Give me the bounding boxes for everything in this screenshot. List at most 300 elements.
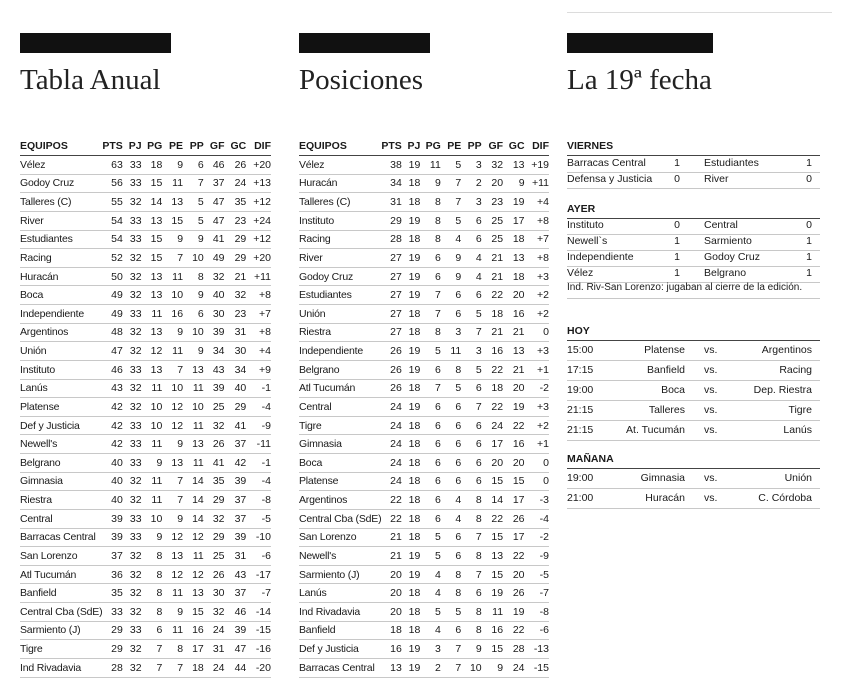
- stat-cell: 14: [482, 491, 503, 510]
- stat-cell: 35: [204, 472, 225, 491]
- stat-cell: 22: [503, 416, 524, 435]
- stat-cell: 10: [142, 509, 163, 528]
- stat-cell: 7: [441, 640, 461, 659]
- stat-cell: 8: [461, 509, 481, 528]
- stat-cell: 22: [482, 286, 503, 305]
- versus: vs.: [704, 384, 718, 396]
- stat-cell: -5: [525, 565, 549, 584]
- stat-cell: 12: [162, 416, 183, 435]
- stat-cell: 11: [142, 491, 163, 510]
- stat-cell: 21: [503, 323, 524, 342]
- stat-cell: 52: [102, 249, 122, 268]
- table-row: [299, 286, 549, 305]
- stat-cell: 7: [142, 658, 163, 677]
- stat-cell: 11: [441, 342, 461, 361]
- stat-cell: 40: [102, 491, 122, 510]
- stat-cell: 24: [381, 472, 401, 491]
- away-score: 1: [806, 235, 812, 247]
- team-name: Newell's: [299, 547, 381, 566]
- stat-cell: 5: [441, 603, 461, 622]
- away-team: Unión: [784, 472, 812, 484]
- stat-cell: 22: [503, 547, 524, 566]
- stat-cell: 6: [420, 267, 441, 286]
- hoy-label: HOY: [567, 325, 590, 337]
- table-row: [20, 211, 271, 230]
- stat-cell: 30: [204, 584, 225, 603]
- stat-cell: 26: [503, 509, 524, 528]
- home-team: Huracán: [645, 492, 685, 504]
- stat-cell: 11: [162, 174, 183, 193]
- stat-cell: 16: [503, 435, 524, 454]
- stat-cell: 33: [123, 621, 142, 640]
- stat-cell: 7: [461, 528, 481, 547]
- fixture-row: [567, 421, 820, 441]
- stat-cell: +3: [525, 342, 549, 361]
- stat-cell: 42: [225, 454, 247, 473]
- table-row: [20, 584, 271, 603]
- stat-cell: 32: [123, 603, 142, 622]
- home-team: Instituto: [567, 219, 604, 231]
- fixture-row: [567, 341, 820, 361]
- stat-cell: -14: [246, 603, 271, 622]
- stat-cell: 46: [225, 603, 247, 622]
- stat-cell: 8: [183, 267, 204, 286]
- kickoff-time: 17:15: [567, 364, 594, 376]
- table-row: [299, 342, 549, 361]
- table-row: [20, 435, 271, 454]
- stat-cell: 23: [225, 211, 247, 230]
- stat-cell: 11: [183, 379, 204, 398]
- team-name: Riestra: [299, 323, 381, 342]
- column-header: EQUIPOS: [299, 137, 381, 156]
- stat-cell: 6: [461, 230, 481, 249]
- stat-cell: 9: [183, 230, 204, 249]
- stat-cell: 24: [225, 174, 247, 193]
- stat-cell: 43: [204, 360, 225, 379]
- stat-cell: 20: [381, 584, 401, 603]
- stat-cell: 15: [142, 230, 163, 249]
- stat-cell: 31: [225, 323, 247, 342]
- result-row: [567, 234, 820, 251]
- table-row: [20, 640, 271, 659]
- kickoff-time: 21:15: [567, 424, 594, 436]
- table-row: [299, 621, 549, 640]
- team-name: Banfield: [20, 584, 102, 603]
- stat-cell: 4: [420, 584, 441, 603]
- annual-standings-table: [20, 137, 271, 678]
- stat-cell: 33: [123, 360, 142, 379]
- team-name: Tigre: [20, 640, 102, 659]
- fixture-row: [567, 361, 820, 381]
- stat-cell: 29: [225, 230, 247, 249]
- stat-cell: 8: [142, 603, 163, 622]
- stat-cell: 6: [441, 398, 461, 417]
- table-row: [299, 547, 549, 566]
- stat-cell: 11: [183, 547, 204, 566]
- stat-cell: 18: [402, 193, 420, 212]
- stat-cell: 39: [102, 528, 122, 547]
- stat-cell: 33: [123, 435, 142, 454]
- stat-cell: 0: [525, 472, 549, 491]
- stat-cell: -4: [525, 509, 549, 528]
- table-row: [299, 211, 549, 230]
- stat-cell: 21: [381, 547, 401, 566]
- stat-cell: 13: [183, 360, 204, 379]
- stat-cell: 20: [503, 286, 524, 305]
- stat-cell: -13: [525, 640, 549, 659]
- stat-cell: 8: [420, 230, 441, 249]
- stat-cell: 6: [183, 305, 204, 324]
- stat-cell: 4: [420, 621, 441, 640]
- stat-cell: 12: [183, 528, 204, 547]
- stat-cell: 13: [503, 156, 524, 175]
- stat-cell: 3: [420, 640, 441, 659]
- home-score: 1: [674, 157, 680, 169]
- stat-cell: 6: [461, 472, 481, 491]
- stat-cell: 24: [381, 454, 401, 473]
- stat-cell: +8: [246, 286, 271, 305]
- stat-cell: 10: [183, 323, 204, 342]
- stat-cell: 32: [123, 267, 142, 286]
- stat-cell: 13: [142, 323, 163, 342]
- annual-title: Tabla Anual: [20, 64, 161, 96]
- stat-cell: -6: [246, 547, 271, 566]
- stat-cell: 25: [204, 398, 225, 417]
- stat-cell: +2: [525, 286, 549, 305]
- table-row: [20, 416, 271, 435]
- stat-cell: 7: [162, 491, 183, 510]
- stat-cell: 24: [482, 416, 503, 435]
- stat-cell: 39: [204, 323, 225, 342]
- home-team: Banfield: [647, 364, 685, 376]
- manana-label: MAÑANA: [567, 453, 614, 465]
- stat-cell: 15: [482, 565, 503, 584]
- stat-cell: 16: [162, 305, 183, 324]
- table-row: [20, 565, 271, 584]
- stat-cell: 5: [183, 211, 204, 230]
- column-header: EQUIPOS: [20, 137, 102, 156]
- stat-cell: 7: [441, 174, 461, 193]
- stat-cell: 27: [381, 286, 401, 305]
- stat-cell: 6: [420, 472, 441, 491]
- stat-cell: 5: [420, 528, 441, 547]
- stat-cell: 6: [183, 156, 204, 175]
- stat-cell: 6: [461, 211, 481, 230]
- stat-cell: +4: [525, 193, 549, 212]
- stat-cell: +11: [246, 267, 271, 286]
- stat-cell: 19: [402, 658, 420, 677]
- stat-cell: 18: [402, 621, 420, 640]
- stat-cell: 6: [420, 398, 441, 417]
- stat-cell: -2: [525, 528, 549, 547]
- stat-cell: 22: [381, 491, 401, 510]
- stat-cell: 11: [162, 584, 183, 603]
- stat-cell: 43: [102, 379, 122, 398]
- stat-cell: 19: [402, 249, 420, 268]
- stat-cell: 56: [102, 174, 122, 193]
- stat-cell: 7: [461, 398, 481, 417]
- stat-cell: -7: [525, 584, 549, 603]
- result-row: [567, 250, 820, 267]
- stat-cell: 11: [420, 156, 441, 175]
- team-name: Riestra: [20, 491, 102, 510]
- stat-cell: +12: [246, 230, 271, 249]
- stat-cell: 27: [381, 323, 401, 342]
- stat-cell: 32: [123, 286, 142, 305]
- stat-cell: 26: [381, 360, 401, 379]
- stat-cell: 18: [183, 658, 204, 677]
- stat-cell: 24: [381, 435, 401, 454]
- stat-cell: 33: [123, 454, 142, 473]
- stat-cell: 11: [482, 603, 503, 622]
- away-team: River: [704, 173, 729, 185]
- stat-cell: 7: [461, 565, 481, 584]
- stat-cell: 2: [420, 658, 441, 677]
- stat-cell: +12: [246, 193, 271, 212]
- team-name: Talleres (C): [299, 193, 381, 212]
- stat-cell: +1: [525, 360, 549, 379]
- stat-cell: 49: [204, 249, 225, 268]
- stat-cell: 7: [420, 305, 441, 324]
- stat-cell: +7: [525, 230, 549, 249]
- stat-cell: 23: [225, 305, 247, 324]
- column-header: PP: [183, 137, 204, 156]
- stat-cell: 47: [225, 640, 247, 659]
- stat-cell: 19: [402, 267, 420, 286]
- stat-cell: 6: [142, 621, 163, 640]
- team-name: Racing: [20, 249, 102, 268]
- stat-cell: 37: [225, 509, 247, 528]
- stat-cell: 47: [204, 193, 225, 212]
- team-name: Racing: [299, 230, 381, 249]
- home-team: Boca: [661, 384, 685, 396]
- stat-cell: +9: [246, 360, 271, 379]
- away-team: Estudiantes: [704, 157, 759, 169]
- result-row: [567, 266, 820, 283]
- stat-cell: 35: [225, 193, 247, 212]
- stat-cell: 32: [204, 416, 225, 435]
- home-score: 1: [674, 235, 680, 247]
- team-name: Ind Rivadavia: [299, 603, 381, 622]
- stat-cell: 20: [482, 174, 503, 193]
- stat-cell: 40: [225, 379, 247, 398]
- stat-cell: 6: [461, 379, 481, 398]
- positions-standings-table: [299, 137, 549, 678]
- stat-cell: 6: [441, 472, 461, 491]
- stat-cell: 6: [441, 435, 461, 454]
- stat-cell: 9: [162, 156, 183, 175]
- table-row: [299, 472, 549, 491]
- stat-cell: -1: [246, 454, 271, 473]
- column-header: PP: [461, 137, 481, 156]
- stat-cell: +19: [525, 156, 549, 175]
- stat-cell: 5: [441, 156, 461, 175]
- result-row: [567, 156, 820, 173]
- stat-cell: 6: [420, 360, 441, 379]
- stat-cell: 55: [102, 193, 122, 212]
- stat-cell: 13: [183, 435, 204, 454]
- stat-cell: +3: [525, 398, 549, 417]
- stat-cell: 9: [482, 658, 503, 677]
- stat-cell: 14: [183, 472, 204, 491]
- stat-cell: 31: [381, 193, 401, 212]
- result-row: [567, 172, 820, 189]
- stat-cell: 32: [123, 398, 142, 417]
- stat-cell: 18: [503, 230, 524, 249]
- stat-cell: 9: [503, 174, 524, 193]
- table-row: [299, 267, 549, 286]
- stat-cell: -17: [246, 565, 271, 584]
- table-row: [20, 305, 271, 324]
- stat-cell: 7: [441, 658, 461, 677]
- table-row: [299, 528, 549, 547]
- stat-cell: 13: [503, 249, 524, 268]
- stat-cell: 7: [441, 193, 461, 212]
- stat-cell: 33: [123, 305, 142, 324]
- stat-cell: 37: [225, 491, 247, 510]
- stat-cell: +7: [246, 305, 271, 324]
- table-row: [299, 640, 549, 659]
- stat-cell: 28: [102, 658, 122, 677]
- stat-cell: 26: [381, 379, 401, 398]
- away-score: 1: [806, 251, 812, 263]
- stat-cell: 4: [461, 267, 481, 286]
- stat-cell: +3: [525, 267, 549, 286]
- stat-cell: 18: [402, 305, 420, 324]
- stat-cell: 14: [183, 491, 204, 510]
- stat-cell: 46: [204, 156, 225, 175]
- stat-cell: 24: [204, 621, 225, 640]
- stat-cell: 18: [402, 435, 420, 454]
- table-row: [299, 658, 549, 677]
- stat-cell: 20: [381, 565, 401, 584]
- stat-cell: 13: [142, 286, 163, 305]
- team-name: Gimnasia: [299, 435, 381, 454]
- stat-cell: 18: [402, 584, 420, 603]
- stat-cell: 44: [225, 658, 247, 677]
- stat-cell: 32: [123, 342, 142, 361]
- team-name: Newell's: [20, 435, 102, 454]
- team-name: Central Cba (SdE): [299, 509, 381, 528]
- stat-cell: 5: [420, 603, 441, 622]
- stat-cell: -15: [525, 658, 549, 677]
- stat-cell: 42: [102, 398, 122, 417]
- stat-cell: 6: [420, 454, 441, 473]
- stat-cell: 39: [225, 472, 247, 491]
- stat-cell: 32: [123, 472, 142, 491]
- stat-cell: 11: [142, 379, 163, 398]
- table-header-row: [20, 137, 271, 156]
- table-row: [20, 156, 271, 175]
- stat-cell: 20: [381, 603, 401, 622]
- team-name: Platense: [299, 472, 381, 491]
- stat-cell: 0: [525, 323, 549, 342]
- stat-cell: 47: [204, 211, 225, 230]
- stat-cell: 54: [102, 211, 122, 230]
- team-name: Boca: [299, 454, 381, 473]
- stat-cell: 12: [162, 528, 183, 547]
- stat-cell: 35: [102, 584, 122, 603]
- team-name: Sarmiento (J): [20, 621, 102, 640]
- stat-cell: 24: [381, 416, 401, 435]
- stat-cell: 39: [225, 528, 247, 547]
- annual-header-bar: [20, 33, 171, 53]
- table-row: [20, 472, 271, 491]
- stat-cell: 32: [123, 547, 142, 566]
- stat-cell: 9: [162, 603, 183, 622]
- column-header: PG: [420, 137, 441, 156]
- team-name: Godoy Cruz: [20, 174, 102, 193]
- team-name: Talleres (C): [20, 193, 102, 212]
- table-header-row: [299, 137, 549, 156]
- versus: vs.: [704, 404, 718, 416]
- stat-cell: 46: [102, 360, 122, 379]
- table-row: [299, 435, 549, 454]
- stat-cell: 14: [183, 509, 204, 528]
- stat-cell: 5: [420, 547, 441, 566]
- stat-cell: 9: [420, 174, 441, 193]
- fixture-row: [567, 401, 820, 421]
- stat-cell: 31: [204, 640, 225, 659]
- stat-cell: 21: [482, 323, 503, 342]
- stat-cell: 7: [420, 379, 441, 398]
- stat-cell: -8: [246, 491, 271, 510]
- home-score: 1: [674, 251, 680, 263]
- column-header: PE: [162, 137, 183, 156]
- stat-cell: 18: [402, 509, 420, 528]
- stat-cell: 2: [461, 174, 481, 193]
- away-score: 1: [806, 157, 812, 169]
- stat-cell: +4: [246, 342, 271, 361]
- stat-cell: +2: [525, 416, 549, 435]
- away-team: Godoy Cruz: [704, 251, 761, 263]
- stat-cell: 22: [482, 398, 503, 417]
- stat-cell: 32: [123, 491, 142, 510]
- team-name: Def y Justicia: [20, 416, 102, 435]
- stat-cell: 32: [482, 156, 503, 175]
- team-name: Independiente: [299, 342, 381, 361]
- stat-cell: 18: [381, 621, 401, 640]
- column-header: PTS: [102, 137, 122, 156]
- stat-cell: 33: [123, 174, 142, 193]
- stat-cell: 16: [183, 621, 204, 640]
- result-row: [567, 218, 820, 235]
- stat-cell: 22: [482, 509, 503, 528]
- positions-title: Posiciones: [299, 64, 424, 96]
- stat-cell: +8: [525, 211, 549, 230]
- stat-cell: 6: [420, 435, 441, 454]
- stat-cell: 37: [225, 584, 247, 603]
- table-row: [20, 174, 271, 193]
- stat-cell: 12: [162, 398, 183, 417]
- stat-cell: 16: [482, 621, 503, 640]
- stat-cell: 6: [420, 416, 441, 435]
- stat-cell: 32: [123, 323, 142, 342]
- stat-cell: 19: [402, 398, 420, 417]
- stat-cell: 9: [441, 267, 461, 286]
- stat-cell: 8: [461, 491, 481, 510]
- away-team: Argentinos: [761, 344, 812, 356]
- team-name: Gimnasia: [20, 472, 102, 491]
- stat-cell: 34: [204, 342, 225, 361]
- stat-cell: 4: [461, 249, 481, 268]
- stat-cell: 18: [402, 230, 420, 249]
- stat-cell: +8: [246, 323, 271, 342]
- stat-cell: 25: [482, 211, 503, 230]
- stat-cell: 16: [482, 342, 503, 361]
- stat-cell: 6: [420, 249, 441, 268]
- stat-cell: 26: [503, 584, 524, 603]
